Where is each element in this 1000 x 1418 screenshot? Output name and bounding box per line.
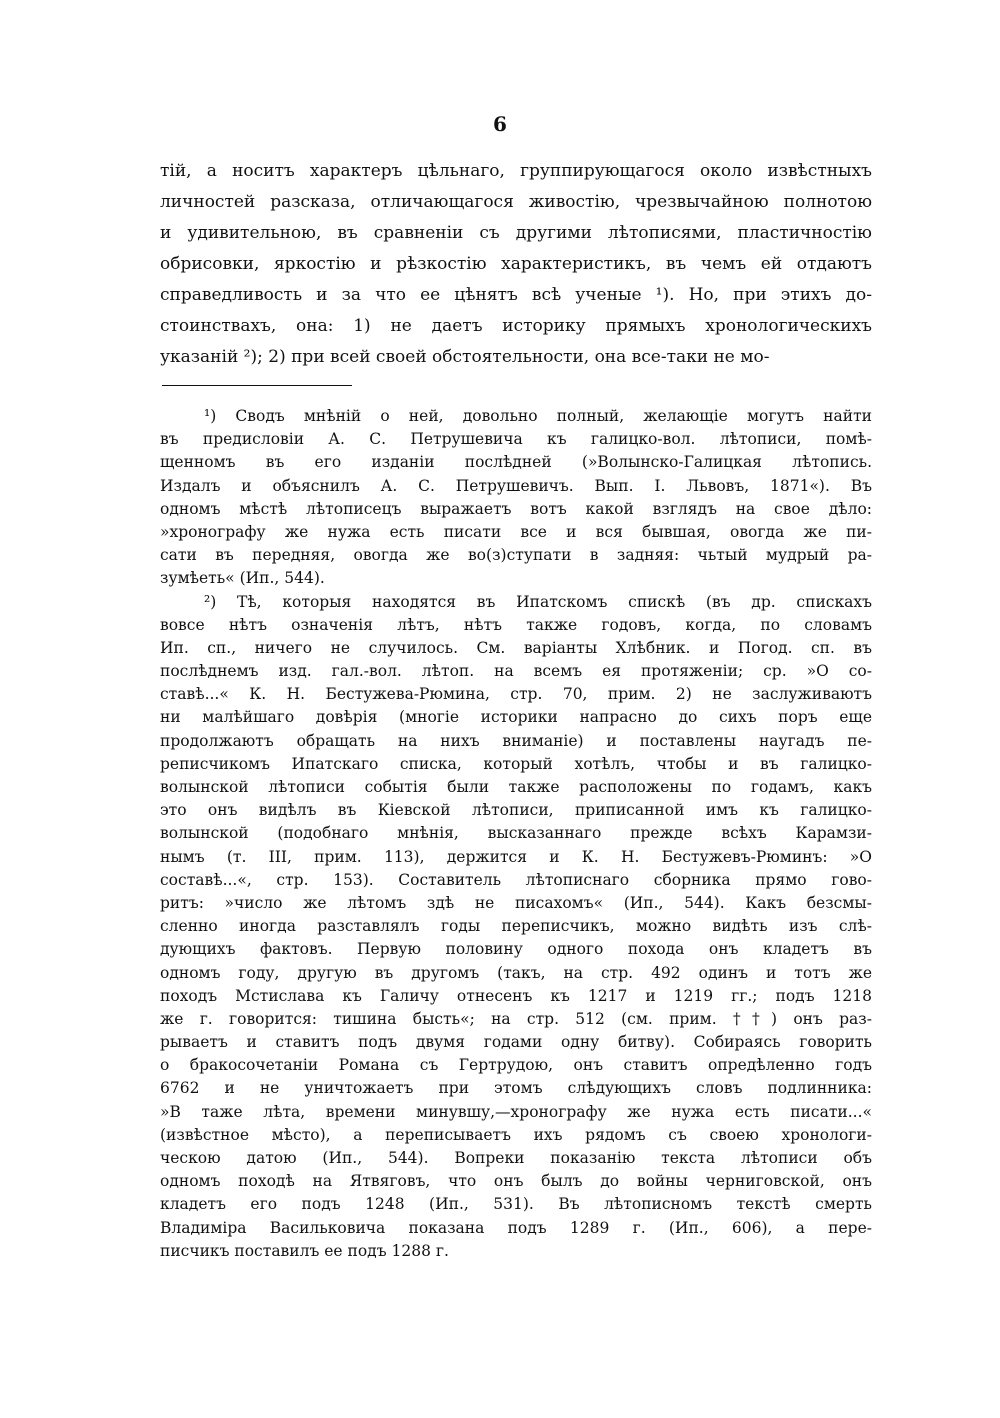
footnote-line: реписчикомъ Ипатскаго списка, который хотѣлъ, чтобы и въ галицко-: [160, 754, 872, 773]
footnote-2: [160, 591, 872, 1263]
footnote-line: это онъ видѣлъ въ Кіевской лѣтописи, приписанной имъ къ галицко-: [160, 801, 872, 820]
footnote-line: ставѣ...« К. Н. Бестужева-Рюмина, стр. 70, прим. 2) не заслуживаютъ: [160, 685, 872, 704]
footnote-line: писчикъ поставилъ ее подъ 1288 г.: [160, 1241, 449, 1260]
footnote-line: одномъ походѣ на Ятвяговъ, что онъ былъ до войны черниговской, онъ: [160, 1172, 872, 1191]
footnote-line: дующихъ фактовъ. Первую половину одного похода онъ кладетъ въ: [160, 940, 872, 959]
main-text: [160, 156, 872, 373]
text-line: личностей разсказа, отличающагося живостію, чрезвычайною полнотою: [160, 192, 872, 212]
footnote-line: вовсе нѣтъ означенія лѣтъ, нѣтъ также годовъ, когда, по словамъ: [160, 615, 872, 634]
footnote-line: послѣднемъ изд. гал.-вол. лѣтоп. на всемъ ея протяженіи; ср. »О со-: [160, 662, 872, 681]
footnote-separator: [162, 385, 352, 386]
footnote-line: »В таже лѣта, времени минувшу,—хронографу же нужа есть писати...«: [160, 1102, 872, 1121]
footnote-line: Ип. сп., ничего не случилось. См. варіанты Хлѣбник. и Погод. сп. въ: [160, 638, 872, 657]
footnote-line: продолжаютъ обращать на нихъ вниманіе) и поставлены наугадъ пе-: [160, 731, 872, 750]
footnote-line: ритъ: »число же лѣтомъ здѣ не писахомъ« (Ип., 544). Какъ безсмы-: [160, 893, 872, 912]
footnote-line: кладетъ его подъ 1248 (Ип., 531). Въ лѣтописномъ текстѣ смерть: [160, 1195, 872, 1214]
text-line: справедливость и за что ее цѣнятъ всѣ ученые ¹). Но, при этихъ до-: [160, 285, 872, 305]
footnote-line: о бракосочетаніи Романа съ Гертрудою, онъ ставитъ опредѣленно годъ: [160, 1056, 872, 1075]
footnote-line: ¹) Сводъ мнѣній о ней, довольно полный, желающіе могутъ найти: [204, 407, 872, 425]
page-number: 6: [493, 112, 507, 136]
footnote-line: въ предисловіи А. С. Петрушевича къ галицко-вол. лѣтописи, помѣ-: [160, 430, 872, 449]
footnote-line: ²) Тѣ, которыя находятся въ Ипатскомъ спискѣ (въ др. спискахъ: [204, 592, 872, 611]
footnote-line: же г. говорится: тишина бысть«; на стр. 512 (см. прим. ††) онъ раз-: [160, 1009, 872, 1028]
footnote-line: Издалъ и объяснилъ А. С. Петрушевичъ. Вып. I. Львовъ, 1871«). Въ: [160, 476, 872, 495]
footnote-line: »хронографу же нужа есть писати все и вся бывшая, овогда же пи-: [160, 522, 872, 541]
footnote-line: Владиміра Васильковича показана подъ 1289 г. (Ип., 606), а пере-: [160, 1218, 872, 1237]
footnote-line: 6762 и не уничтожаетъ при этомъ слѣдующихъ словъ подлинника:: [160, 1079, 872, 1098]
footnote-line: одномъ году, другую въ другомъ (такъ, на стр. 492 одинъ и тотъ же: [160, 963, 872, 982]
footnote-line: рываетъ и ставитъ подъ двумя годами одну битву). Собираясь говорить: [160, 1033, 872, 1052]
footnote-line: волынской (подобнаго мнѣнія, высказаннаго прежде всѣхъ Карамзи-: [160, 824, 872, 843]
footnote-line: зумѣеть« (Ип., 544).: [160, 569, 325, 588]
text-line: тій, а носитъ характеръ цѣльнаго, группирующагося около извѣстныхъ: [160, 161, 872, 181]
footnote-line: сати въ передняя, овогда же во(з)ступати в задняя: чьтый мудрый ра-: [160, 546, 872, 565]
text-line: обрисовки, яркостію и рѣзкостію характеристикъ, въ чемъ ей отдаютъ: [160, 254, 872, 274]
footnote-line: сленно иногда разставлялъ годы переписчикъ, можно видѣть изъ слѣ-: [160, 917, 872, 936]
text-line: и удивительною, въ сравненіи съ другими лѣтописями, пластичностію: [160, 223, 872, 243]
text-line: стоинствахъ, она: 1) не даетъ историку прямыхъ хронологическихъ: [160, 316, 872, 336]
footnote-line: нымъ (т. III, прим. 113), держится и К. Н. Бестужевъ-Рюминъ: »О: [160, 847, 872, 866]
text-line: указаній ²); 2) при всей своей обстоятельности, она все-таки не мо-: [160, 347, 770, 367]
footnote-line: одномъ мѣстѣ лѣтописецъ выражаетъ вотъ какой взглядъ на свое дѣло:: [160, 499, 872, 518]
footnote-line: ни малѣйшаго довѣрія (многіе историки напрасно до сихъ поръ еще: [160, 708, 872, 727]
footnote-line: составѣ...«, стр. 153). Составитель лѣтописнаго сборника прямо гово-: [160, 870, 872, 889]
footnote-line: (извѣстное мѣсто), а переписываетъ ихъ рядомъ съ своею хронологи-: [160, 1125, 872, 1144]
footnote-line: щенномъ въ его изданіи послѣдней (»Волынско-Галицкая лѣтопись.: [160, 453, 872, 472]
footnote-line: походъ Мстислава къ Галичу отнесенъ къ 1217 и 1219 гг.; подъ 1218: [160, 986, 872, 1005]
footnote-line: ческою датою (Ип., 544). Вопреки показанію текста лѣтописи объ: [160, 1149, 872, 1167]
footnotes: [160, 405, 872, 1263]
footnote-line: волынской лѣтописи событія были также расположены по годамъ, какъ: [160, 778, 872, 796]
footnote-1: [160, 405, 872, 591]
